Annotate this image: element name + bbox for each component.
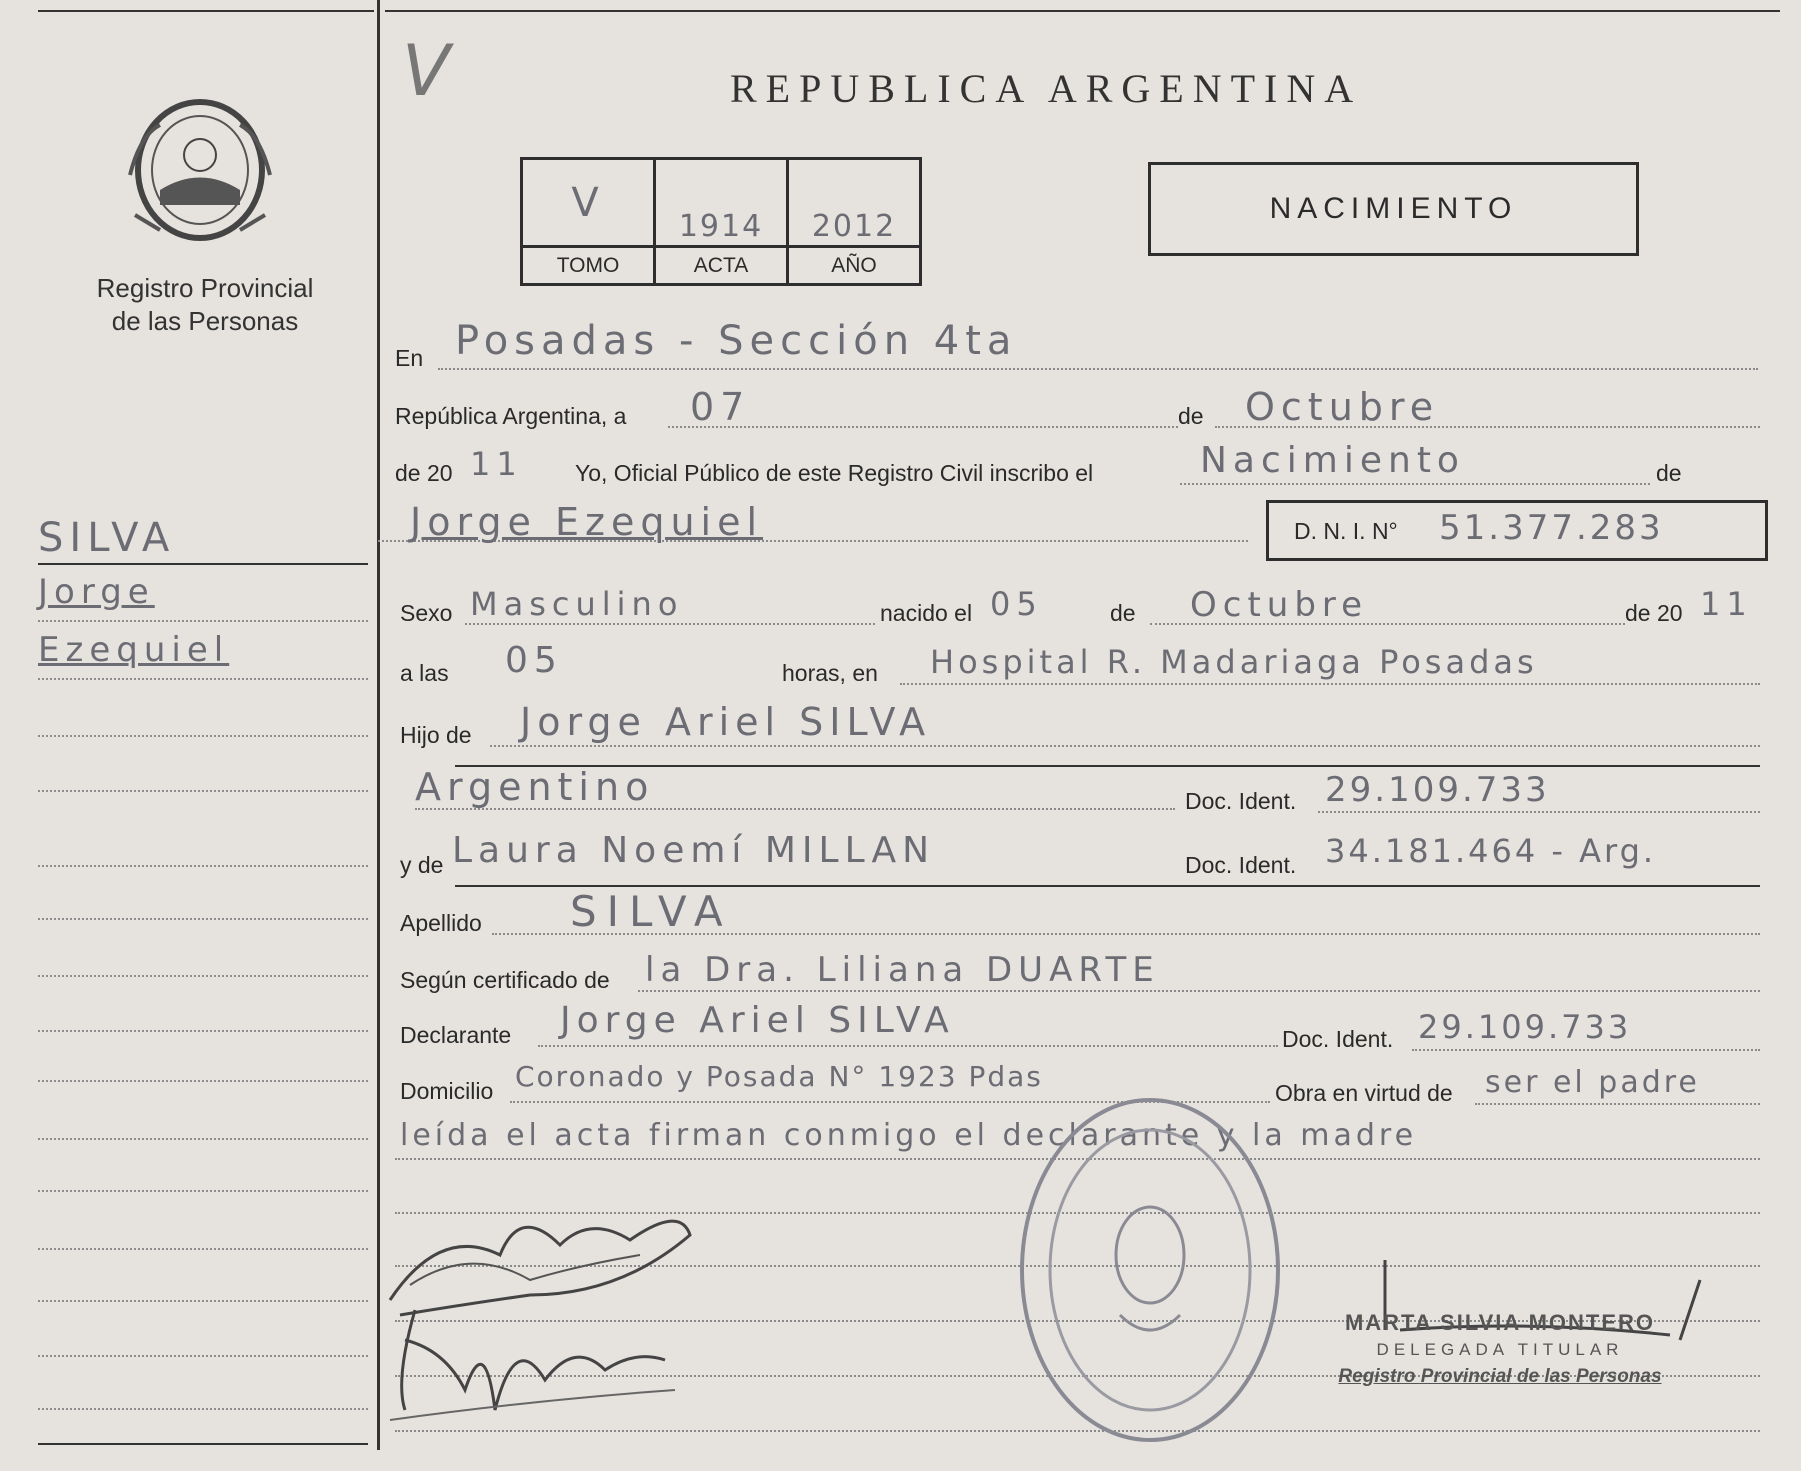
- margin-line: [38, 678, 368, 680]
- margin-surname: SILVA: [38, 515, 176, 561]
- official-position: DELEGADA TITULAR: [1376, 1340, 1624, 1359]
- declarante-doc-line: [1412, 1049, 1760, 1051]
- madre-doc-label: Doc. Ident.: [1185, 852, 1297, 878]
- yde-label: y de: [400, 852, 444, 878]
- yo-label: Yo, Oficial Público de este Registro Civil inscribo el: [575, 460, 1094, 486]
- sexo-line: [465, 623, 875, 625]
- month-value: Octubre: [1245, 385, 1440, 429]
- tomo-label: TOMO: [522, 247, 655, 285]
- margin-line: [38, 790, 368, 792]
- certificado-value: la Dra. Liliana DUARTE: [645, 950, 1160, 990]
- declarante-doc-label: Doc. Ident.: [1282, 1026, 1394, 1052]
- declarante-line: [538, 1045, 1278, 1047]
- en-line: [438, 368, 1758, 370]
- official-name: MARTA SILVIA MONTERO: [1344, 1310, 1656, 1335]
- padre-nacionalidad-value: Argentino: [415, 765, 655, 809]
- tipo-line: [1180, 483, 1650, 485]
- apellido-value: SILVA: [570, 887, 733, 936]
- declarante-doc-value: 29.109.733: [1418, 1008, 1632, 1046]
- lugar-line: [900, 683, 1760, 685]
- margin-line: [38, 865, 368, 867]
- padre-line: [490, 745, 1760, 747]
- de20-label-2: de 20: [1625, 600, 1683, 626]
- de-label-2: de: [1656, 460, 1682, 486]
- dni-box: [1266, 500, 1768, 561]
- top-rule-right: [385, 10, 1780, 12]
- country-title: REPUBLICA ARGENTINA: [730, 66, 1363, 111]
- en-label: En: [395, 345, 424, 371]
- lectura-value: leída el acta firman conmigo el declarante y la madre: [400, 1118, 1418, 1153]
- year-value: 11: [470, 445, 523, 483]
- madre-doc-value: 34.181.464 - Arg.: [1325, 832, 1657, 870]
- margin-line: [38, 1190, 368, 1192]
- domicilio-label: Domicilio: [400, 1078, 494, 1104]
- apellido-label: Apellido: [400, 910, 482, 936]
- certificate-type-title: NACIMIENTO: [1269, 192, 1518, 225]
- margin-line: [38, 620, 368, 622]
- official-office: Registro Provincial de las Personas: [1338, 1366, 1662, 1387]
- margin-name-2: Ezequiel: [38, 630, 230, 670]
- republica-label: República Argentina, a: [395, 403, 627, 429]
- certificado-line: [638, 990, 1760, 992]
- de-label: de: [1178, 403, 1204, 429]
- de-label-3: de: [1110, 600, 1136, 626]
- registry-line-2: de las Personas: [111, 306, 299, 336]
- top-rule-left: [38, 10, 374, 12]
- tomo-value: V: [571, 179, 605, 226]
- declarante-label: Declarante: [400, 1022, 512, 1048]
- margin-surname-rule: [38, 563, 368, 565]
- initials-scribble: V: [402, 30, 450, 112]
- margin-line: [38, 1080, 368, 1082]
- obra-label: Obra en virtud de: [1275, 1080, 1453, 1106]
- anio-label: AÑO: [788, 247, 921, 285]
- tipo-value: Nacimiento: [1200, 440, 1465, 481]
- declarante-value: Jorge Ariel SILVA: [560, 1000, 955, 1041]
- nacido-month-value: Octubre: [1190, 585, 1369, 625]
- dni-value: 51.377.283: [1439, 508, 1664, 548]
- nacido-day-value: 05: [990, 585, 1043, 623]
- margin-line: [38, 735, 368, 737]
- madre-value: Laura Noemí MILLAN: [452, 830, 936, 871]
- sexo-value: Masculino: [470, 585, 684, 623]
- margin-line: [38, 975, 368, 977]
- bottom-rule-left: [38, 1443, 368, 1445]
- domicilio-value: Coronado y Posada N° 1923 Pdas: [515, 1060, 1043, 1093]
- padre-value: Jorge Ariel SILVA: [520, 700, 932, 744]
- obra-value: ser el padre: [1485, 1065, 1700, 1100]
- certificate-type-box: [1148, 162, 1639, 256]
- anio-value: 2012: [811, 209, 897, 244]
- sexo-label: Sexo: [400, 600, 453, 626]
- hijo-label: Hijo de: [400, 722, 472, 748]
- day-value: 07: [690, 385, 751, 429]
- lugar-value: Hospital R. Madariaga Posadas: [930, 643, 1538, 681]
- nacido-year-value: 11: [1700, 585, 1753, 623]
- official-block: [1300, 1310, 1700, 1388]
- reference-box: [520, 157, 922, 286]
- margin-line: [38, 1138, 368, 1140]
- padre-doc-line: [1318, 811, 1760, 813]
- official-stamp: [1010, 1085, 1290, 1455]
- padre-nacionalidad-line: [415, 808, 1175, 810]
- margin-line: [38, 1248, 368, 1250]
- acta-value: 1914: [678, 209, 764, 244]
- alas-label: a las: [400, 660, 449, 686]
- hora-value: 05: [505, 640, 563, 681]
- registry-name: [60, 272, 350, 338]
- margin-line: [38, 1300, 368, 1302]
- dni-label: D. N. I. N°: [1294, 518, 1398, 544]
- en-value: Posadas - Sección 4ta: [455, 318, 1018, 364]
- padre-doc-value: 29.109.733: [1325, 770, 1550, 810]
- registry-line-1: Registro Provincial: [96, 273, 314, 303]
- de20-label: de 20: [395, 460, 453, 486]
- segun-label: Según certificado de: [400, 967, 610, 993]
- margin-line: [38, 1355, 368, 1357]
- padre-doc-label: Doc. Ident.: [1185, 788, 1297, 814]
- nacido-label: nacido el: [880, 600, 973, 626]
- margin-line: [38, 1408, 368, 1410]
- margin-line: [38, 1030, 368, 1032]
- mother-signature: [385, 1290, 705, 1430]
- margin-line: [38, 918, 368, 920]
- acta-label: ACTA: [655, 247, 788, 285]
- horas-label: horas, en: [782, 660, 878, 686]
- margin-name-1: Jorge: [38, 572, 155, 612]
- obra-line: [1475, 1103, 1760, 1105]
- misiones-seal-logo: [120, 95, 280, 245]
- nombre-value: Jorge Ezequiel: [410, 500, 764, 544]
